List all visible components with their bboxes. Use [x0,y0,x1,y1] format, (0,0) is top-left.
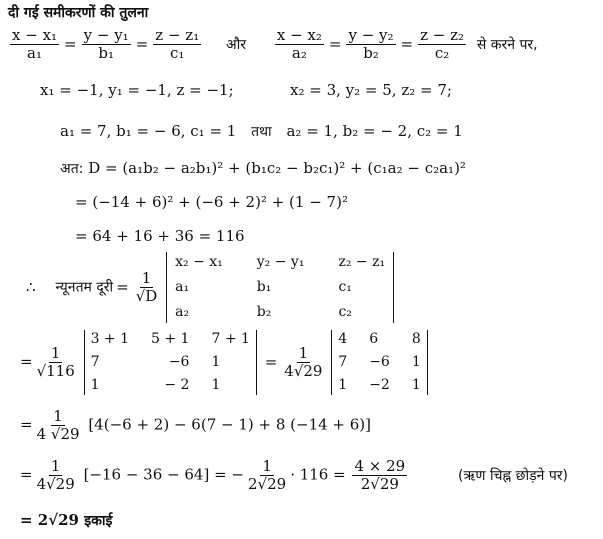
unit-word: इकाई [84,513,113,529]
expansion-expression: [4(−6 + 2) − 6(7 − 1) + 8 (−14 + 6)] [88,415,372,434]
direction-ratios-two: a₂ = 1, b₂ = − 2, c₂ = 1 [286,122,463,140]
line-equations: $\frac{\text{x − x₁}}{\text{a₁}}$ = $\frac{\text{y − y₁}}{\text{b₁}}$ = $\frac{\text{z − z₁}}{\text{c₁}}$ और $\frac{\text{x − x₂}}{\text{a₂}}$ = $\frac{\text{y − y₂}}{\text{b₂}}$ = $\frac{\text{z − z₂}}{\text{c₂}}$ से करने पर, [12,26,538,62]
direction-ratios-one: a₁ = 7, b₁ = − 6, c₁ = 1 [60,122,237,140]
d-expression: D = (a₁b₂ − a₂b₁)² + (b₁c₂ − b₂c₁)² + (c₁a₂ − c₂a₁)² [88,159,466,177]
final-value: = 2√29 [20,511,79,529]
distance-simplification: = $\frac{1}{4√29}$ [−16 − 36 − 64] = − $\frac{1}{2√29}$ · 116 = $\frac{4 \times 29}{2√29}$ (ऋण चिह्न छोड़ने पर) [20,457,568,493]
fraction: $\frac{1}{2√29}$ [247,457,287,493]
sign-note: (ऋण चिह्न छोड़ने पर) [458,467,568,484]
comparison-heading: दी गई समीकरणों की तुलना [8,5,149,21]
point-one-values: x₁ = −1, y₁ = −1, z = −1; [40,81,234,99]
direction-ratios [60,122,463,141]
determinant-substituted: 3 + 1 5 + 1 7 + 1 7 −6 1 1 − 2 1 [84,330,257,395]
fraction: $\frac{1}{√116}$ [36,344,75,380]
comparison-tail: से करने पर, [476,36,538,53]
fraction: $\frac{\text{y − y₂}}{\text{b₂}}$ [348,26,394,62]
fraction: $\frac{\text{z − z₂}}{\text{c₂}}$ [420,26,465,62]
determinant-general: x₂ − x₁ y₂ − y₁ z₂ − z₁ a₁ b₁ c₁ a₂ b₂ c₂ [166,252,394,323]
d-substitution: = (−14 + 6)² + (−6 + 2)² + (1 − 7)² [75,193,348,211]
fraction: $\frac{1}{4 √29}$ [36,407,80,443]
fraction: $\frac{1}{√D}$ [135,269,158,305]
fraction: $\frac{4 \times 29}{2√29}$ [354,457,406,493]
fraction: $\frac{1}{4√29}$ [284,344,323,380]
determinant-expansion: = $\frac{1}{4 √29}$ [4(−6 + 2) − 6(7 − 1) + 8 (−14 + 6)] [20,407,372,443]
therefore-symbol: ∴ [26,277,36,296]
determinant-simplified: 4 6 8 7 −6 1 1 −2 1 [331,330,427,395]
shortest-distance-formula: ∴ न्यूनतम दूरी = $\frac{1}{√D}$ x₂ − x₁ y₂ − y₁ z₂ − z₁ a₁ b₁ c₁ a₂ b₂ c₂ [26,252,394,323]
tatha-word: तथा [251,124,272,140]
point-two-values: x₂ = 3, y₂ = 5, z₂ = 7; [290,81,452,99]
fraction: $\frac{\text{x − x₂}}{\text{a₂}}$ [276,26,322,62]
d-value: = 64 + 16 + 36 = 116 [75,227,245,245]
fraction: $\frac{\text{x − x₁}}{\text{a₁}}$ [12,26,58,62]
fraction: $\frac{1}{4√29}$ [36,457,75,493]
numeric-determinants: = $\frac{1}{√116}$ 3 + 1 5 + 1 7 + 1 7 −6 1 1 − 2 1 = $\frac{1}{4√29}$ 4 6 8 7 −6 1 1 −2 1 [20,330,428,395]
hence-word: अत: [60,161,84,177]
fraction: $\frac{\text{z − z₁}}{\text{c₁}}$ [155,26,200,62]
and-word: और [226,36,247,53]
fraction: $\frac{\text{y − y₁}}{\text{b₁}}$ [83,26,129,62]
final-answer [20,511,112,530]
shortest-distance-label: न्यूनतम दूरी [55,279,114,296]
d-formula [60,159,466,178]
